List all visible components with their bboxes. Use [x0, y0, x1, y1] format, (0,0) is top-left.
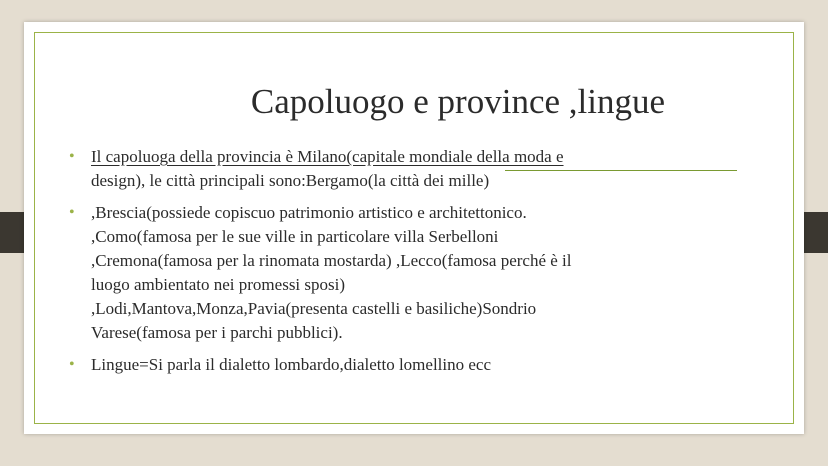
slide-border-frame: [34, 32, 794, 424]
bullet-line: Il capoluoga della provincia è Milano(capitale mondiale della moda e: [91, 147, 564, 166]
bullet-dot-icon: •: [69, 356, 75, 373]
bullet-item-capoluogo: [69, 145, 749, 193]
bullet-line: ,Como(famosa per le sue ville in particolare villa Serbelloni: [91, 227, 499, 246]
bullet-line: Lingue=Si parla il dialetto lombardo,dialetto lomellino ecc: [91, 355, 492, 374]
bullet-line: ,Lodi,Mantova,Monza,Pavia(presenta castelli e basiliche)Sondrio: [91, 299, 537, 318]
bullet-item-citta: [69, 201, 749, 345]
bullet-line: design), le città principali sono:Bergamo(la città dei mille): [91, 171, 490, 190]
bullet-item-lingue: [69, 353, 749, 377]
slide-title: Capoluogo e province ,lingue: [250, 82, 665, 121]
bullet-line: Varese(famosa per i parchi pubblici).: [91, 323, 343, 342]
bullet-line: ,Brescia(possiede copiscuo patrimonio artistico e architettonico.: [91, 203, 527, 222]
bullet-line: luogo ambientato nei promessi sposi): [91, 275, 346, 294]
bullet-line: ,Cremona(famosa per la rinomata mostarda) ,Lecco(famosa perché è il: [91, 251, 572, 270]
underline-rule: [505, 170, 737, 171]
bullet-list: [69, 145, 749, 385]
slide: [24, 22, 804, 434]
bullet-dot-icon: •: [69, 148, 75, 165]
bullet-dot-icon: •: [69, 204, 75, 221]
